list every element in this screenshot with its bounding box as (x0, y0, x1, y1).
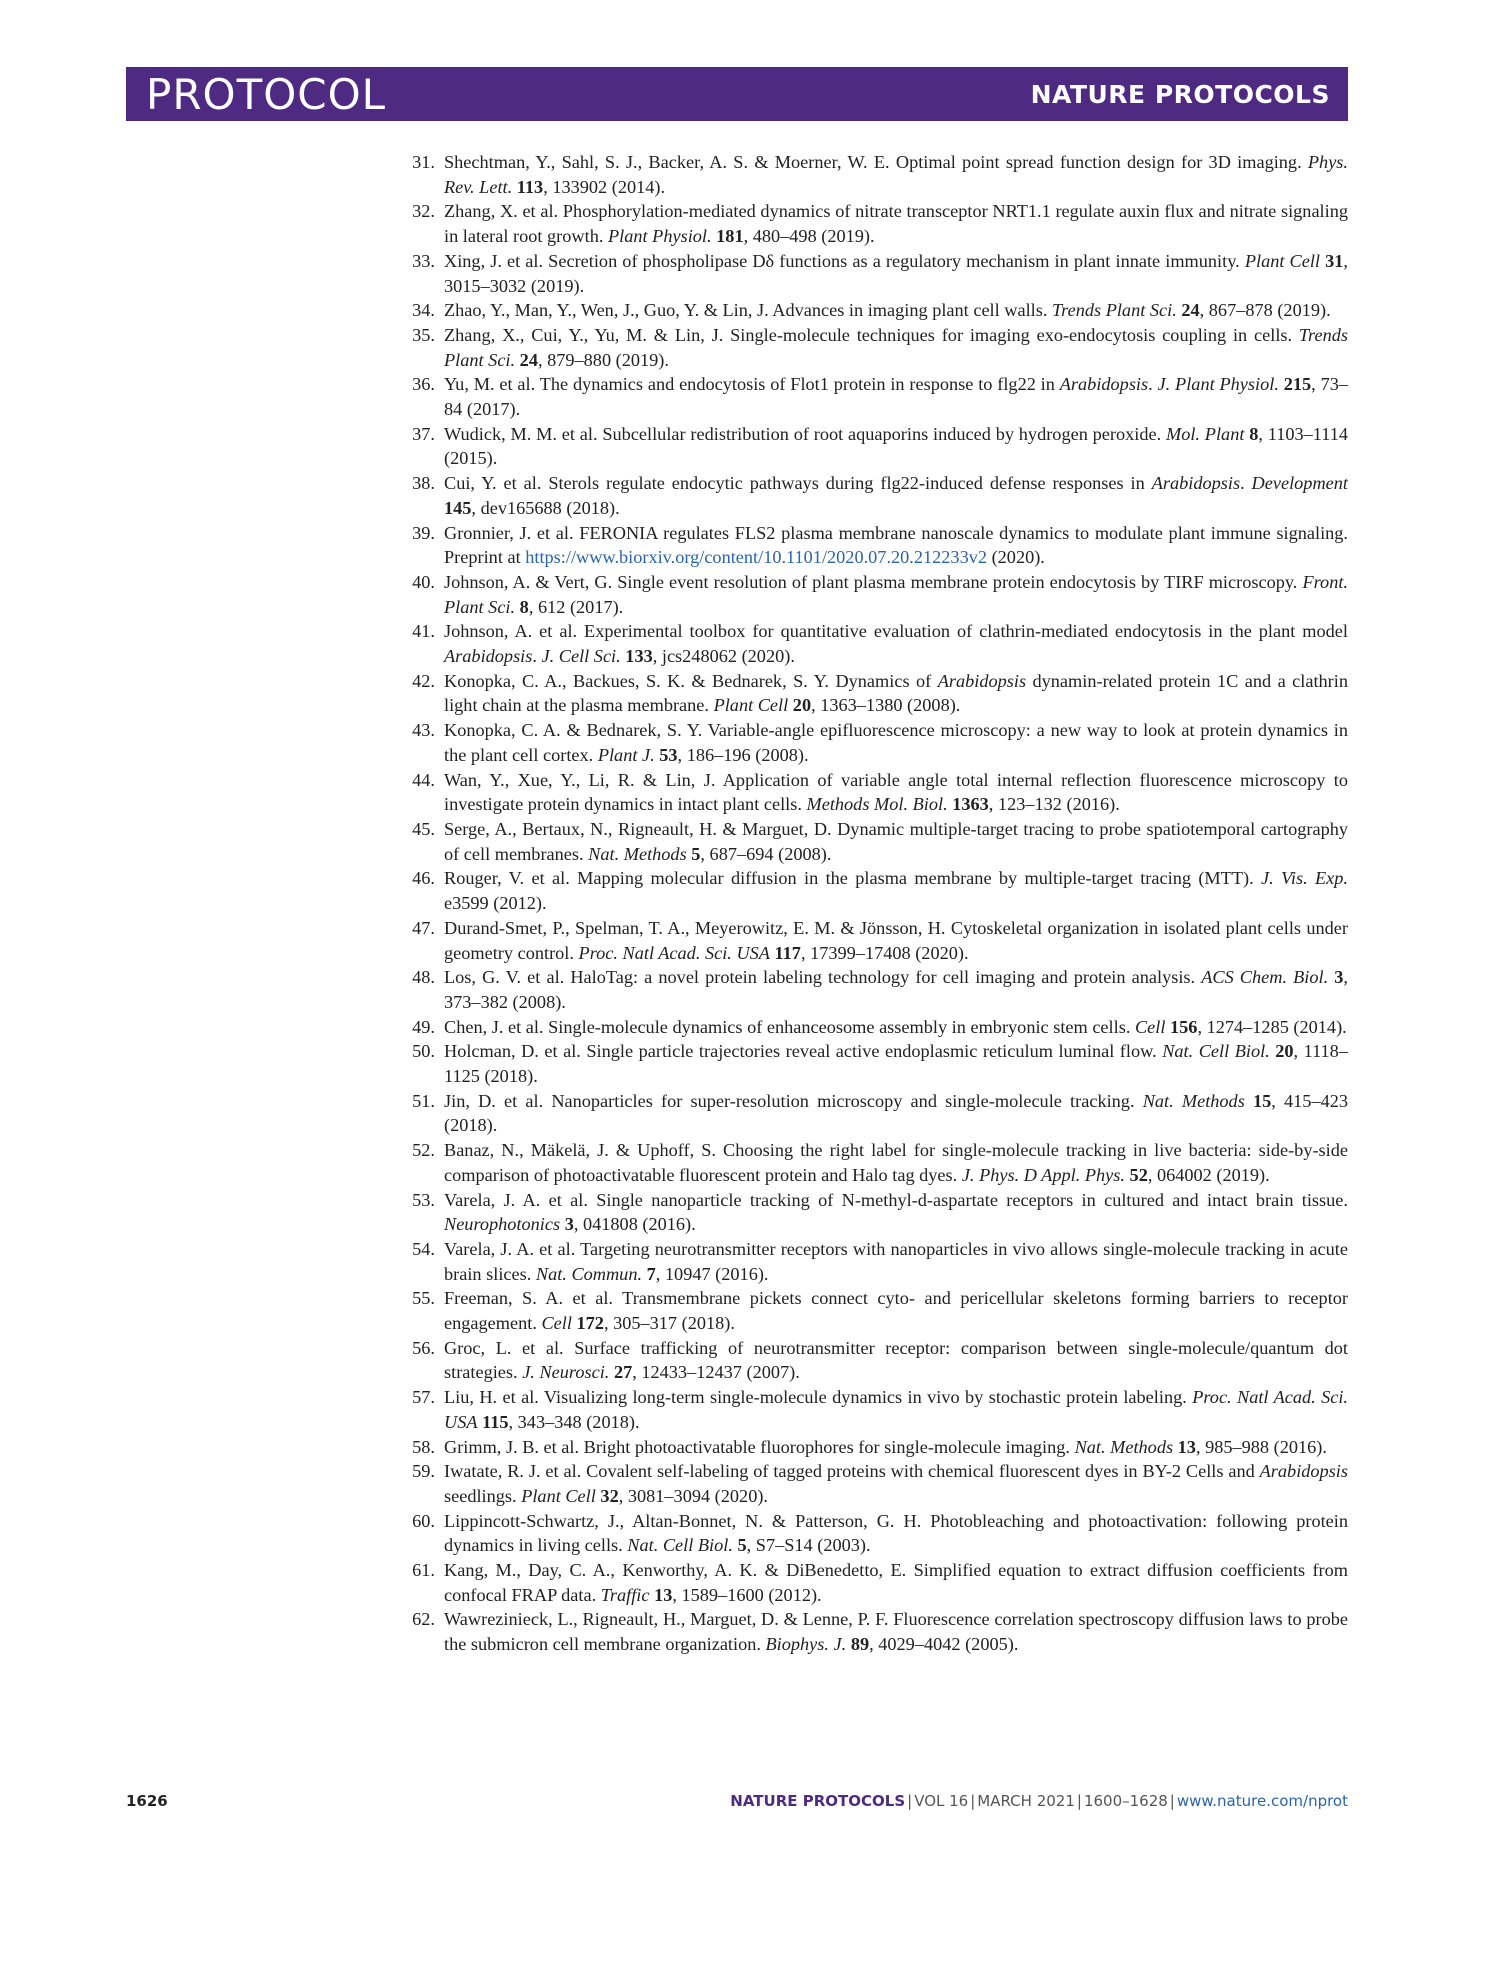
reference-item (395, 1336, 1348, 1385)
reference-volume: 53 (659, 744, 678, 765)
reference-segment: , 985–988 (2016). (1195, 1436, 1327, 1457)
reference-journal-title: Neurophotonics (444, 1214, 561, 1235)
reference-segment: Varela, J. A. et al. Targeting neurotransmitter receptors with nanoparticles in vivo allows single-molecule tracking in acute brain slices. (444, 1238, 1348, 1284)
reference-segment: , 064002 (2019). (1147, 1164, 1270, 1185)
reference-list (395, 150, 1348, 1657)
reference-journal-title: Plant Cell (521, 1485, 596, 1506)
footer-citation (730, 1792, 1348, 1810)
reference-volume: 13 (1177, 1436, 1196, 1457)
reference-journal-title: Nat. Cell Biol. (1162, 1041, 1270, 1062)
reference-segment: Shechtman, Y., Sahl, S. J., Backer, A. S. & Moerner, W. E. Optimal point spread function design for 3D imaging. (444, 152, 1308, 172)
reference-item (395, 372, 1348, 421)
reference-journal-title: Proc. Natl Acad. Sci. USA (444, 1387, 1348, 1432)
reference-volume: 13 (654, 1584, 673, 1605)
reference-segment: Konopka, C. A. & Bednarek, S. Y. Variable-angle epifluorescence microscopy: a new way to look at protein dynamics in the plant cell cortex. (444, 720, 1348, 765)
reference-item (395, 1509, 1348, 1558)
footer-separator: | (1169, 1792, 1175, 1810)
reference-number: 59. (412, 1461, 435, 1482)
reference-number: 58. (412, 1436, 435, 1457)
page-number: 1626 (126, 1792, 168, 1810)
reference-number: 49. (412, 1016, 435, 1037)
reference-number: 33. (412, 250, 435, 271)
reference-journal-title: Traffic (600, 1584, 650, 1605)
reference-volume: 172 (576, 1313, 604, 1334)
reference-text (444, 323, 1348, 372)
reference-number: 45. (412, 818, 435, 839)
reference-item (395, 323, 1348, 372)
reference-segment: , 415–423 (2018). (444, 1090, 1349, 1136)
reference-number: 41. (412, 621, 435, 642)
reference-volume: 5 (737, 1535, 747, 1556)
reference-text (444, 1459, 1348, 1508)
reference-segment: , 73–84 (2017). (444, 374, 1348, 420)
reference-segment: Kang, M., Day, C. A., Kenworthy, A. K. & DiBenedetto, E. Simplified equation to extract diffusion coefficients from confocal FRAP data. (444, 1560, 1348, 1605)
reference-segment: , 305–317 (2018). (603, 1313, 735, 1334)
footer-date: MARCH 2021 (977, 1792, 1075, 1810)
reference-segment: , 612 (2017). (528, 596, 624, 617)
reference-journal-title: Biophys. J. (765, 1634, 847, 1655)
reference-text (444, 298, 1348, 323)
reference-link[interactable]: https://www.biorxiv.org/content/10.1101/2020.07.20.212233v2 (525, 547, 987, 568)
reference-number: 54. (412, 1238, 435, 1259)
reference-item (395, 199, 1348, 248)
reference-segment: , 1274–1285 (2014). (1197, 1016, 1347, 1037)
reference-number: 60. (412, 1510, 435, 1531)
reference-journal-title: Nat. Methods (1074, 1436, 1174, 1457)
reference-segment: Varela, J. A. et al. Single nanoparticle tracking of N-methyl-d-aspartate receptors in cultured and intact brain tissue. (444, 1189, 1348, 1210)
footer-pages: 1600–1628 (1083, 1792, 1168, 1810)
reference-journal-title: Plant Physiol. (607, 226, 712, 247)
reference-text (444, 866, 1348, 915)
reference-journal-title: Mol. Plant (1165, 423, 1245, 444)
reference-journal-title: Plant Cell (1244, 250, 1321, 271)
reference-journal-title: J. Plant Physiol. (1157, 374, 1279, 395)
reference-segment: Iwatate, R. J. et al. Covalent self-labeling of tagged proteins with chemical fluorescent dyes in BY-2 Cells and (444, 1461, 1260, 1482)
reference-segment: . (532, 646, 542, 667)
reference-number: 62. (412, 1609, 435, 1630)
reference-volume: 24 (1181, 300, 1200, 321)
reference-segment: Zhao, Y., Man, Y., Wen, J., Guo, Y. & Lin, J. Advances in imaging plant cell walls. (444, 300, 1053, 321)
reference-number: 43. (412, 720, 435, 741)
reference-volume: 145 (444, 497, 472, 518)
reference-item (395, 718, 1348, 767)
reference-segment: , 3081–3094 (2020). (618, 1485, 768, 1506)
reference-number: 34. (412, 300, 435, 321)
reference-segment: , 10947 (2016). (655, 1263, 769, 1284)
reference-volume: 5 (691, 843, 701, 864)
reference-journal-title: Methods Mol. Biol. (806, 794, 948, 815)
reference-text (444, 1138, 1348, 1187)
reference-item (395, 471, 1348, 520)
reference-number: 56. (412, 1337, 435, 1358)
reference-segment: , 687–694 (2008). (700, 843, 832, 864)
reference-text (444, 1336, 1348, 1385)
reference-segment: , 123–132 (2016). (988, 794, 1120, 815)
reference-number: 50. (412, 1041, 435, 1062)
reference-segment: , 343–348 (2018). (508, 1411, 640, 1432)
reference-text (444, 471, 1348, 520)
reference-volume: 20 (1275, 1041, 1294, 1062)
reference-segment: , 867–878 (2019). (1199, 300, 1331, 321)
reference-item (395, 1237, 1348, 1286)
reference-item (395, 1138, 1348, 1187)
reference-journal-title: Trends Plant Sci. (1052, 300, 1177, 321)
reference-volume: 32 (600, 1485, 619, 1506)
reference-text (444, 1237, 1348, 1286)
reference-item (395, 1459, 1348, 1508)
reference-item (395, 1385, 1348, 1434)
reference-segment: Wudick, M. M. et al. Subcellular redistribution of root aquaporins induced by hydrogen peroxide. (444, 423, 1166, 444)
reference-segment: Rouger, V. et al. Mapping molecular diffusion in the plasma membrane by multiple-target tracing (MTT). (444, 868, 1262, 889)
reference-segment: , 1103–1114 (2015). (444, 423, 1348, 469)
reference-segment: , 12433–12437 (2007). (632, 1362, 800, 1383)
reference-volume: 1363 (952, 794, 989, 815)
reference-journal-title: Development (1251, 473, 1348, 494)
reference-number: 38. (412, 473, 435, 494)
reference-segment: Zhang, X. et al. Phosphorylation-mediated dynamics of nitrate transceptor NRT1.1 regulate auxin flux and nitrate signaling in lateral root growth. (444, 201, 1348, 247)
reference-segment: , 480–498 (2019). (743, 226, 875, 247)
reference-segment: , jcs248062 (2020). (652, 646, 795, 667)
reference-text (444, 1286, 1348, 1335)
reference-volume: 27 (613, 1362, 633, 1383)
reference-volume: 117 (774, 942, 801, 963)
reference-text (444, 1509, 1348, 1558)
reference-segment: , 133902 (2014). (543, 176, 666, 197)
page-footer (126, 1792, 1348, 1816)
reference-text (444, 1435, 1348, 1460)
reference-segment: . (1240, 473, 1252, 494)
reference-text (444, 521, 1348, 570)
reference-item (395, 669, 1348, 718)
reference-journal-title: Arabidopsis (937, 670, 1027, 691)
reference-segment: , 1589–1600 (2012). (672, 1584, 822, 1605)
reference-item (395, 866, 1348, 915)
reference-segment: Chen, J. et al. Single-molecule dynamics of enhanceosome assembly in embryonic stem cells. (444, 1016, 1135, 1037)
footer-volume: VOL 16 (914, 1792, 969, 1810)
reference-item (395, 619, 1348, 668)
reference-journal-title: Nat. Methods (588, 843, 687, 864)
reference-segment: Serge, A., Bertaux, N., Rigneault, H. & Marguet, D. Dynamic multiple-target tracing to probe spatiotemporal cartography of cell membranes. (444, 818, 1348, 864)
reference-segment: , 4029–4042 (2005). (869, 1634, 1019, 1655)
reference-segment: Grimm, J. B. et al. Bright photoactivatable fluorophores for single-molecule imaging. (444, 1436, 1075, 1457)
reference-journal-title: Arabidopsis (1151, 473, 1241, 494)
reference-journal-title: Phys. Rev. Lett. (444, 152, 1348, 197)
reference-text (444, 1015, 1348, 1040)
reference-segment: , 1118–1125 (2018). (444, 1041, 1348, 1087)
reference-journal-title: J. Phys. D Appl. Phys. (961, 1164, 1125, 1185)
footer-separator: | (1076, 1792, 1082, 1810)
reference-journal-title: Front. Plant Sci. (444, 571, 1348, 617)
reference-item (395, 768, 1348, 817)
reference-item (395, 521, 1348, 570)
reference-text (444, 372, 1348, 421)
reference-number: 36. (412, 374, 435, 395)
reference-text (444, 422, 1348, 471)
reference-volume: 113 (516, 176, 544, 197)
footer-separator: | (970, 1792, 976, 1810)
reference-text (444, 150, 1348, 199)
reference-text (444, 916, 1348, 965)
reference-item (395, 422, 1348, 471)
reference-number: 44. (412, 769, 435, 790)
reference-text (444, 1188, 1348, 1237)
reference-text (444, 817, 1348, 866)
reference-volume: 3 (1334, 967, 1344, 988)
reference-segment: Groc, L. et al. Surface trafficking of neurotransmitter receptor: comparison between single-molecule/quantum dot strategies. (444, 1337, 1348, 1383)
reference-journal-title: Arabidopsis (444, 646, 533, 667)
reference-journal-title: Trends Plant Sci. (444, 324, 1348, 370)
reference-segment: Xing, J. et al. Secretion of phospholipase Dδ functions as a regulatory mechanism in plant innate immunity. (444, 250, 1245, 271)
reference-segment: seedlings. (444, 1485, 522, 1506)
reference-volume: 7 (646, 1263, 656, 1284)
reference-text (444, 249, 1348, 298)
reference-segment: . (1148, 374, 1158, 395)
reference-segment: Holcman, D. et al. Single particle trajectories reveal active endoplasmic reticulum luminal flow. (444, 1041, 1163, 1062)
footer-separator: | (907, 1792, 913, 1810)
reference-number: 57. (412, 1387, 435, 1408)
reference-segment: , 186–196 (2008). (677, 744, 809, 765)
reference-journal-title: J. Cell Sci. (541, 646, 621, 667)
reference-segment: (2020). (987, 547, 1045, 568)
reference-segment: Gronnier, J. et al. FERONIA regulates FLS2 plasma membrane nanoscale dynamics to modulate plant immune signaling. Preprint at (444, 522, 1348, 568)
reference-segment: , 17399–17408 (2020). (800, 942, 969, 963)
reference-item (395, 817, 1348, 866)
reference-text (444, 965, 1348, 1014)
reference-volume: 31 (1325, 250, 1344, 271)
reference-volume: 181 (716, 226, 744, 247)
reference-text (444, 570, 1348, 619)
reference-volume: 15 (1253, 1090, 1272, 1111)
reference-segment: Yu, M. et al. The dynamics and endocytosis of Flot1 protein in response to flg22 in (444, 374, 1060, 395)
reference-number: 51. (412, 1090, 435, 1111)
reference-number: 32. (412, 201, 435, 222)
reference-text (444, 768, 1348, 817)
reference-text (444, 1607, 1348, 1656)
reference-number: 39. (412, 522, 435, 543)
reference-number: 52. (412, 1140, 435, 1161)
reference-volume: 24 (519, 349, 538, 370)
reference-segment: , 879–880 (2019). (537, 349, 669, 370)
reference-item (395, 1435, 1348, 1460)
reference-segment: dynamin-related protein 1C and a clathrin light chain at the plasma membrane. (444, 670, 1348, 716)
reference-text (444, 1039, 1348, 1088)
reference-segment: , S7–S14 (2003). (746, 1535, 871, 1556)
reference-item (395, 1089, 1348, 1138)
reference-segment: , 373–382 (2008). (444, 967, 1348, 1012)
reference-volume: 156 (1170, 1016, 1198, 1037)
reference-journal-title: Cell (1134, 1016, 1166, 1037)
reference-item (395, 965, 1348, 1014)
reference-segment: Los, G. V. et al. HaloTag: a novel protein labeling technology for cell imaging and protein analysis. (444, 967, 1202, 988)
journal-name: NATURE PROTOCOLS (1030, 79, 1330, 109)
reference-journal-title: ACS Chem. Biol. (1201, 967, 1329, 988)
reference-text (444, 199, 1348, 248)
reference-journal-title: J. Neurosci. (522, 1362, 610, 1383)
reference-volume: 89 (850, 1634, 870, 1655)
reference-volume: 215 (1283, 374, 1312, 395)
reference-segment: , 041808 (2016). (573, 1214, 696, 1235)
reference-item (395, 298, 1348, 323)
reference-volume: 8 (1249, 423, 1259, 444)
reference-journal-title: J. Vis. Exp. (1261, 868, 1348, 889)
reference-journal-title: Nat. Cell Biol. (627, 1535, 733, 1556)
reference-number: 55. (412, 1288, 435, 1309)
reference-journal-title: Nat. Methods (1142, 1090, 1245, 1111)
reference-journal-title: Nat. Commun. (535, 1263, 643, 1284)
reference-segment: , dev165688 (2018). (471, 497, 620, 518)
reference-segment: Johnson, A. et al. Experimental toolbox for quantitative evaluation of clathrin-mediated endocytosis in the plant model (444, 621, 1348, 642)
reference-journal-title: Plant J. (597, 744, 655, 765)
reference-item (395, 1039, 1348, 1088)
reference-segment: Jin, D. et al. Nanoparticles for super-resolution microscopy and single-molecule tracking. (444, 1090, 1143, 1111)
reference-volume: 115 (482, 1411, 509, 1432)
reference-segment: Durand-Smet, P., Spelman, T. A., Meyerowitz, E. M. & Jönsson, H. Cytoskeletal organization in isolated plant cells under geometry control. (444, 917, 1348, 963)
section-label: PROTOCOL (146, 69, 387, 119)
reference-number: 48. (412, 967, 435, 988)
reference-segment: Wawrezinieck, L., Rigneault, H., Marguet, D. & Lenne, P. F. Fluorescence correlation spectroscopy diffusion laws to probe the submicron cell membrane organization. (444, 1609, 1348, 1655)
header-banner (126, 67, 1348, 121)
reference-segment: Zhang, X., Cui, Y., Yu, M. & Lin, J. Single-molecule techniques for imaging exo-endocytosis coupling in cells. (444, 324, 1299, 345)
reference-segment: Banaz, N., Mäkelä, J. & Uphoff, S. Choosing the right label for single-molecule tracking in live bacteria: side-by-side comparison of photoactivatable fluorescent protein and Halo tag dyes. (444, 1140, 1348, 1185)
reference-volume: 52 (1129, 1164, 1148, 1185)
reference-text (444, 1558, 1348, 1607)
reference-segment: Wan, Y., Xue, Y., Li, R. & Lin, J. Application of variable angle total internal reflection fluorescence microscopy to investigate protein dynamics in intact plant cells. (444, 769, 1348, 815)
reference-segment: e3599 (2012). (444, 893, 547, 914)
reference-journal-title: Plant Cell (713, 695, 789, 716)
reference-text (444, 619, 1348, 668)
reference-volume: 20 (792, 695, 812, 716)
reference-segment: Freeman, S. A. et al. Transmembrane pickets connect cyto- and pericellular skeletons forming barriers to receptor engagement. (444, 1288, 1348, 1334)
reference-segment: Liu, H. et al. Visualizing long-term single-molecule dynamics in vivo by stochastic protein labeling. (444, 1387, 1193, 1408)
reference-item (395, 1286, 1348, 1335)
reference-item (395, 1015, 1348, 1040)
reference-text (444, 669, 1348, 718)
reference-volume: 3 (564, 1214, 574, 1235)
reference-item (395, 916, 1348, 965)
reference-text (444, 718, 1348, 767)
reference-segment (1245, 1091, 1253, 1111)
reference-journal-title: Cell (541, 1313, 572, 1334)
reference-item (395, 150, 1348, 199)
reference-journal-title: Arabidopsis (1259, 1461, 1348, 1482)
reference-journal-title: Arabidopsis (1059, 374, 1149, 395)
reference-item (395, 1558, 1348, 1607)
reference-item (395, 570, 1348, 619)
reference-segment: , 3015–3032 (2019). (444, 250, 1348, 296)
reference-item (395, 249, 1348, 298)
footer-journal: NATURE PROTOCOLS (730, 1792, 906, 1810)
footer-url-link[interactable]: www.nature.com/nprot (1176, 1792, 1348, 1810)
reference-segment: Cui, Y. et al. Sterols regulate endocytic pathways during flg22-induced defense responses in (444, 473, 1152, 494)
reference-item (395, 1607, 1348, 1656)
reference-number: 46. (412, 868, 435, 889)
reference-number: 35. (412, 324, 435, 345)
reference-segment: Lippincott-Schwartz, J., Altan-Bonnet, N. & Patterson, G. H. Photobleaching and photoactivation: following protein dynamics in living cells. (444, 1510, 1348, 1556)
reference-text (444, 1089, 1348, 1138)
reference-number: 42. (412, 670, 435, 691)
reference-number: 47. (412, 917, 435, 938)
reference-item (395, 1188, 1348, 1237)
reference-journal-title: Proc. Natl Acad. Sci. USA (578, 942, 770, 963)
reference-segment: Konopka, C. A., Backues, S. K. & Bednarek, S. Y. Dynamics of (444, 670, 938, 691)
reference-number: 37. (412, 423, 435, 444)
reference-number: 61. (412, 1560, 435, 1581)
reference-volume: 133 (625, 646, 653, 667)
reference-number: 53. (412, 1189, 435, 1210)
reference-volume: 8 (519, 596, 529, 617)
reference-segment: , 1363–1380 (2008). (811, 695, 961, 716)
reference-text (444, 1385, 1348, 1434)
reference-number: 31. (412, 152, 435, 172)
reference-segment: Johnson, A. & Vert, G. Single event resolution of plant plasma membrane protein endocytosis by TIRF microscopy. (444, 571, 1303, 592)
reference-number: 40. (412, 571, 435, 592)
